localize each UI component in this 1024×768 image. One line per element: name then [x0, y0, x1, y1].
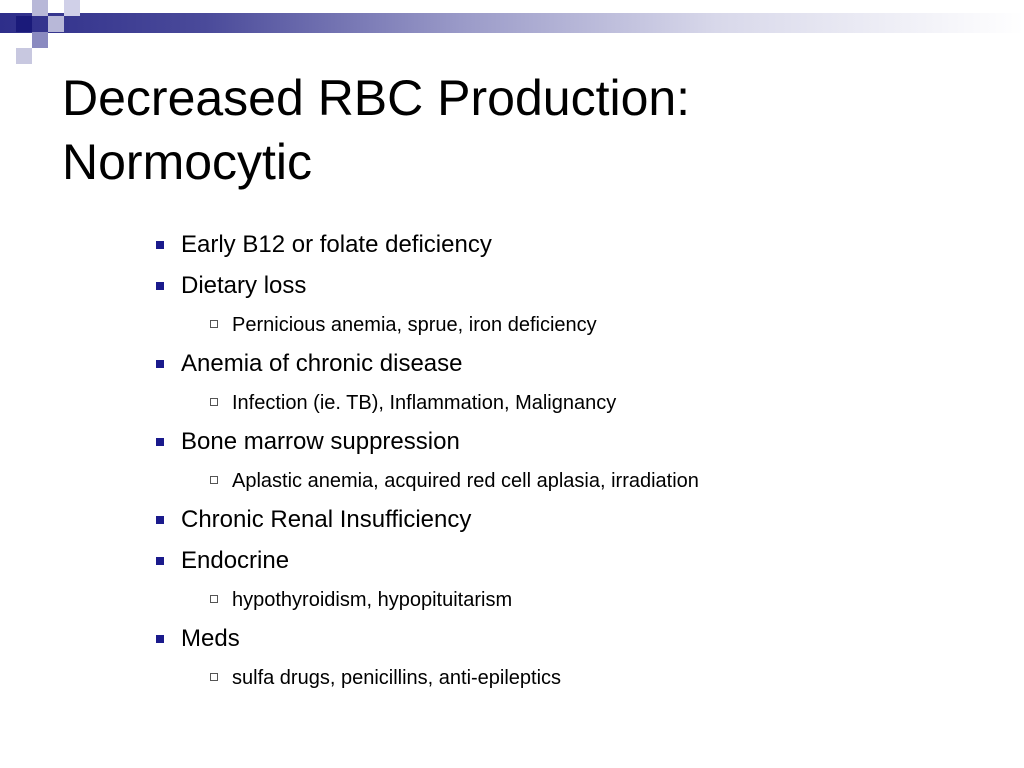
- decor-square-dark: [16, 16, 32, 32]
- square-bullet-icon: [156, 360, 164, 368]
- decor-square-light: [16, 48, 32, 64]
- sub-bullet-text: sulfa drugs, penicillins, anti-epileptics: [232, 667, 562, 689]
- bullet-text: Anemia of chronic disease: [181, 350, 463, 377]
- square-bullet-icon: [156, 282, 164, 290]
- decor-square-light: [64, 0, 80, 16]
- bullet-text: Endocrine: [181, 547, 290, 574]
- hollow-square-bullet-icon: [210, 595, 218, 603]
- square-bullet-icon: [156, 241, 164, 249]
- hollow-square-bullet-icon: [210, 320, 218, 328]
- hollow-square-bullet-icon: [210, 476, 218, 484]
- decor-square-light: [48, 16, 64, 32]
- square-bullet-icon: [156, 557, 164, 565]
- hollow-square-bullet-icon: [210, 398, 218, 406]
- bullet-text: Meds: [181, 625, 240, 652]
- sub-bullet-text: Pernicious anemia, sprue, iron deficiency: [232, 314, 597, 336]
- hollow-square-bullet-icon: [210, 673, 218, 681]
- header-gradient-bar: [0, 13, 1024, 33]
- square-bullet-icon: [156, 635, 164, 643]
- slide-title: [62, 66, 962, 194]
- bullet-text: Chronic Renal Insufficiency: [181, 506, 472, 533]
- sub-bullet-text: Aplastic anemia, acquired red cell aplasia, irradiation: [232, 470, 699, 492]
- square-bullet-icon: [156, 438, 164, 446]
- bullet-text: Dietary loss: [181, 272, 307, 299]
- sub-bullet-text: hypothyroidism, hypopituitarism: [232, 589, 513, 611]
- slide-title-line-1: Decreased RBC Production:: [62, 70, 691, 126]
- square-bullet-icon: [156, 516, 164, 524]
- bullet-text: Bone marrow suppression: [181, 428, 460, 455]
- sub-bullet-text: Infection (ie. TB), Inflammation, Malignancy: [232, 392, 617, 414]
- bullet-text: Early B12 or folate deficiency: [181, 231, 492, 258]
- decor-square-mid: [32, 32, 48, 48]
- slide-title-line-2: Normocytic: [62, 134, 313, 190]
- decor-square-light: [32, 0, 48, 16]
